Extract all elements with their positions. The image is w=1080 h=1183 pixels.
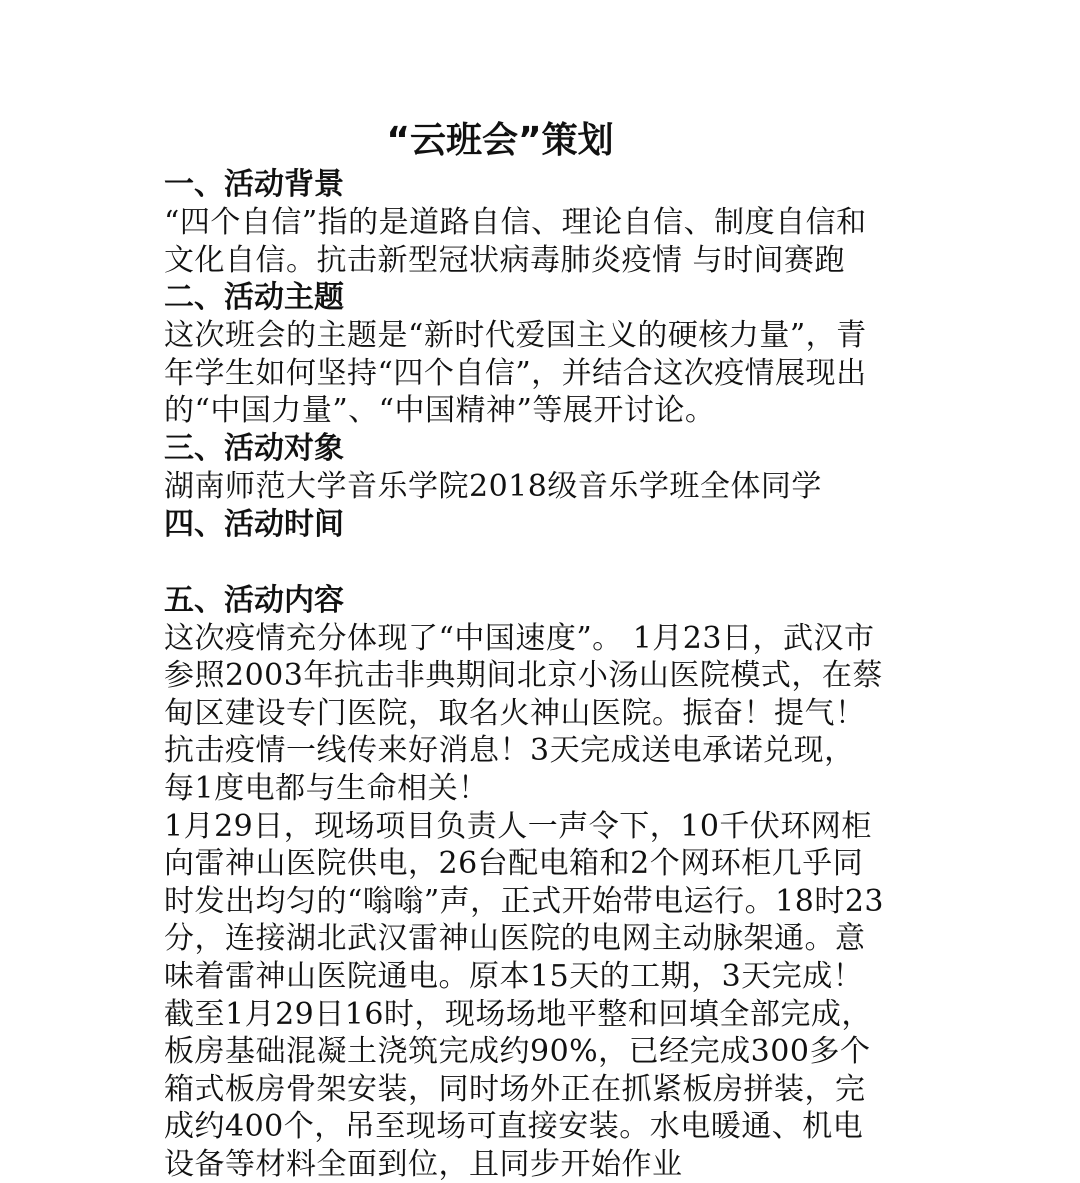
section-paragraph — [164, 204, 924, 279]
text-line: “四个自信”指的是道路自信、理论自信、制度自信和 — [164, 205, 867, 240]
section-heading: 一、活动背景 — [164, 167, 344, 202]
text-line: 湖南师范大学音乐学院2018级音乐学班全体同学 — [164, 468, 822, 504]
document-title: “云班会”策划 — [386, 120, 614, 161]
section-content — [164, 582, 924, 1183]
text-line: 年学生如何坚持“四个自信”，并结合这次疫情展现出 — [164, 355, 867, 391]
section-background — [164, 166, 924, 279]
text-line: 的“中国力量”、“中国精神”等展开讨论。 — [164, 393, 716, 429]
section-theme — [164, 279, 924, 430]
section-heading: 四、活动时间 — [164, 506, 344, 542]
section-heading: 五、活动内容 — [164, 582, 344, 618]
text-line: 板房基础混凝土浇筑完成约90%，已经完成300多个 — [164, 1034, 871, 1070]
section-heading: 三、活动对象 — [164, 430, 344, 466]
text-line: 截至1月29日16时，现场场地平整和回填全部完成， — [164, 996, 872, 1032]
text-line: 参照2003年抗击非典期间北京小汤山医院模式，在蔡 — [164, 658, 883, 694]
section-audience — [164, 430, 924, 506]
text-line: 分，连接湖北武汉雷神山医院的电网主动脉架通。意 — [164, 921, 866, 957]
text-line: 这次班会的主题是“新时代爱国主义的硬核力量”，青 — [164, 318, 867, 354]
section-paragraph — [164, 317, 924, 430]
text-line: 文化自信。抗击新型冠状病毒肺炎疫情 与时间赛跑 — [164, 242, 846, 278]
section-paragraph — [164, 468, 924, 506]
section-paragraph — [164, 620, 924, 1183]
text-line: 向雷神山医院供电，26台配电箱和2个网环柜几乎同 — [164, 846, 864, 882]
text-line: 设备等材料全面到位，且同步开始作业 — [164, 1146, 683, 1182]
text-line: 抗击疫情一线传来好消息！3天完成送电承诺兑现， — [164, 733, 855, 769]
section-heading: 二、活动主题 — [164, 280, 344, 316]
text-line: 这次疫情充分体现了“中国速度”。 1月23日，武汉市 — [164, 620, 875, 656]
text-line: 箱式板房骨架安装，同时场外正在抓紧板房拼装，完 — [164, 1071, 866, 1107]
text-line: 成约400个，吊至现场可直接安装。水电暖通、机电 — [164, 1109, 864, 1145]
text-line: 味着雷神山医院通电。原本15天的工期，3天完成！ — [164, 958, 864, 994]
section-time — [164, 506, 924, 582]
text-line: 时发出均匀的“嗡嗡”声，正式开始带电运行。18时23 — [164, 883, 885, 919]
empty-line — [164, 544, 924, 582]
text-line: 甸区建设专门医院，取名火神山医院。振奋！提气！ — [164, 695, 866, 731]
document-page — [164, 116, 924, 1183]
text-line: 每1度电都与生命相关！ — [164, 770, 489, 806]
text-line: 1月29日，现场项目负责人一声令下，10千伏环网柜 — [164, 808, 872, 844]
